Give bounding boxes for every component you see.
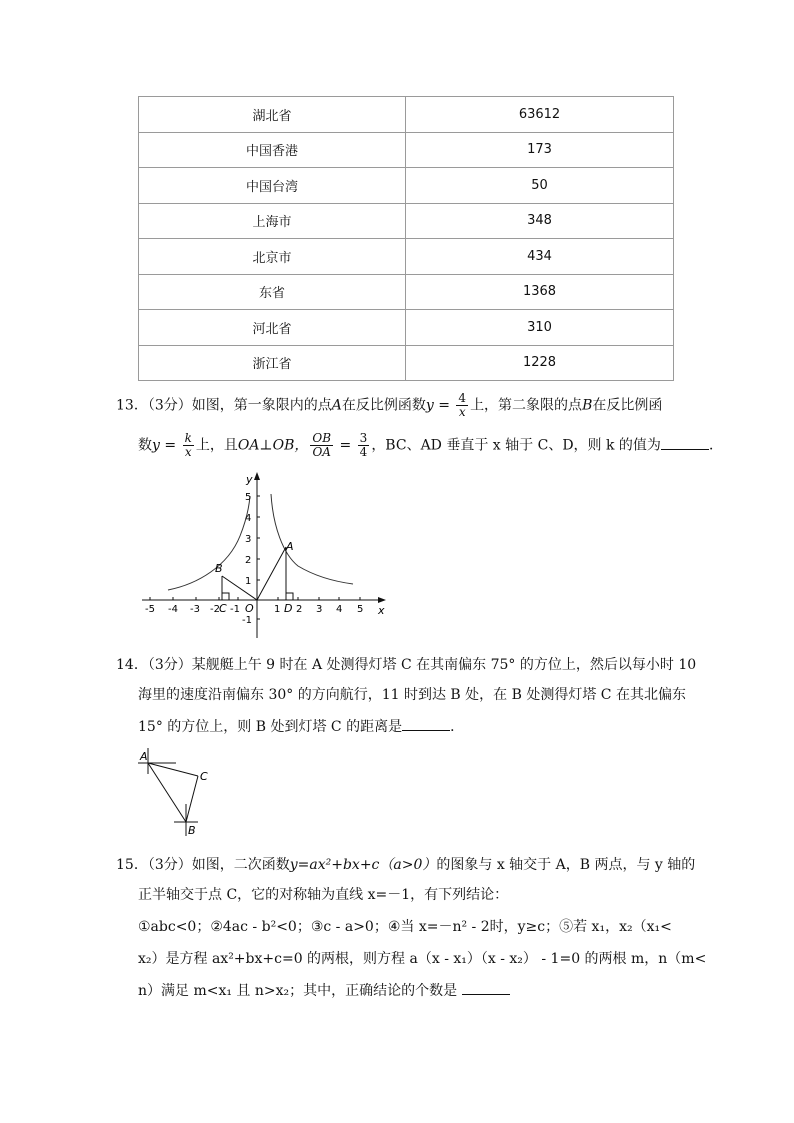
q13-end: ． — [708, 437, 723, 454]
q14-answer-blank[interactable] — [402, 718, 450, 731]
q13-text: 数 — [138, 437, 152, 454]
fig-point-b: B — [188, 824, 196, 837]
table-row — [139, 203, 674, 239]
q13-text: 在反比例函数 — [341, 397, 426, 414]
q13-text: 在反比例函 — [592, 397, 663, 414]
q15-text: n）满足 m<x₁ 且 n>x₂；其中，正确结论的个数是 — [138, 983, 458, 999]
graph-x-label: x — [378, 604, 385, 617]
y-tick: 4 — [245, 513, 252, 524]
count-cell: 63612 — [406, 97, 674, 133]
graph-point-d: D — [284, 602, 293, 615]
region-cell: 河北省 — [139, 310, 406, 346]
table-row — [139, 345, 674, 381]
q13-number: 13．（3分） — [116, 397, 192, 414]
question-15-line1 — [116, 856, 695, 874]
count-cell: 348 — [406, 203, 674, 239]
fig-point-a: A — [140, 750, 148, 763]
q15-text: 的图象与 x 轴交于 A，B 两点，与 y 轴的 — [436, 857, 696, 873]
q13-eq: = — [433, 397, 455, 414]
graph-point-a: A — [286, 540, 294, 553]
x-tick: 2 — [296, 604, 303, 615]
x-tick: -3 — [190, 604, 200, 615]
q13-y: y — [152, 437, 160, 454]
question-15-line5 — [138, 982, 510, 1000]
count-cell: 310 — [406, 310, 674, 346]
region-cell: 湖北省 — [139, 97, 406, 133]
table-row — [139, 97, 674, 133]
question-15-line2: 正半轴交于点 C，它的对称轴为直线 x=－1，有下列结论： — [138, 887, 509, 903]
y-tick: -1 — [242, 615, 252, 626]
graph-x-ticks — [145, 604, 363, 615]
q13-fraction-ob-over-oa: $\frac{OB}{OA}$ — [312, 431, 332, 459]
question-15-line4: x₂）是方程 ax²+bx+c=0 的两根，则方程 a（x - x₁）（x - x₂） - 1=0 的两根 m，n（m< — [138, 951, 707, 967]
question-13-line1 — [116, 392, 662, 419]
q14-end: ． — [450, 719, 465, 735]
region-cell: 北京市 — [139, 239, 406, 275]
q13-y: y — [425, 397, 434, 414]
q14-text: 15° 的方位上，则 B 处到灯塔 C 的距离是 — [138, 719, 403, 735]
question-15-line3: ①abc<0；②4ac - b²<0；③c - a>0；④当 x=－n² - 2时，y≥c；⑤若 x₁，x₂（x₁< — [138, 919, 672, 935]
q13-text: 上，第二象限的点 — [470, 397, 583, 414]
count-cell: 50 — [406, 168, 674, 204]
fig-point-c: C — [200, 770, 208, 783]
table-row — [139, 274, 674, 310]
region-cell: 中国台湾 — [139, 168, 406, 204]
q15-answer-blank[interactable] — [462, 982, 510, 995]
x-tick: -5 — [145, 604, 155, 615]
q13-eq: = — [335, 437, 356, 454]
region-cell: 上海市 — [139, 203, 406, 239]
y-tick: 5 — [245, 492, 252, 503]
q13-condition: OA⊥OB， — [237, 437, 309, 454]
count-cell: 173 — [406, 132, 674, 168]
y-tick: 2 — [245, 555, 252, 566]
q13-text: 如图，第一象限内的点 — [191, 397, 332, 414]
count-cell: 1228 — [406, 345, 674, 381]
table-row — [139, 132, 674, 168]
q14-figure — [136, 746, 216, 840]
graph-y-label: y — [246, 473, 253, 486]
x-tick: -2 — [210, 604, 220, 615]
q13-fraction-k-over-x: $\frac{k}{x}$ — [184, 431, 192, 459]
case-count-table — [138, 96, 674, 381]
graph-point-c: C — [219, 602, 227, 615]
count-cell: 1368 — [406, 274, 674, 310]
q15-text: 15．（3分）如图，二次函数 — [116, 857, 290, 873]
graph-origin-label: O — [245, 602, 254, 615]
question-14-line1: 14．（3分）某舰艇上午 9 时在 A 处测得灯塔 C 在其南偏东 75° 的方位上，然后以每小时 10 — [116, 657, 697, 673]
graph-point-b: B — [215, 562, 223, 575]
q13-fraction-4-over-x: $\frac{4}{x}$ — [458, 391, 467, 419]
region-cell: 东省 — [139, 274, 406, 310]
question-14-line2: 海里的速度沿南偏东 30° 的方向航行，11 时到达 B 处，在 B 处测得灯塔 C 在其北偏东 — [138, 687, 686, 703]
x-tick: 3 — [316, 604, 323, 615]
table-row — [139, 168, 674, 204]
x-tick: 1 — [274, 604, 281, 615]
question-14-line3 — [138, 718, 464, 736]
y-tick: 1 — [245, 576, 252, 587]
question-13-line2 — [138, 432, 723, 459]
y-tick: 3 — [245, 534, 252, 545]
x-tick: -4 — [168, 604, 178, 615]
x-tick: 5 — [357, 604, 364, 615]
q13-answer-blank[interactable] — [661, 437, 709, 450]
q13-text: ，BC、AD 垂直于 x 轴于 C、D，则 k 的值为 — [371, 437, 661, 454]
table-row — [139, 310, 674, 346]
x-tick: -1 — [230, 604, 240, 615]
q13-text: 上，且 — [195, 437, 238, 454]
region-cell: 浙江省 — [139, 345, 406, 381]
count-cell: 434 — [406, 239, 674, 275]
q13-point-b: B — [582, 397, 593, 414]
q13-graph — [138, 466, 390, 642]
table-row — [139, 239, 674, 275]
q15-function: y=ax²+bx+c（a>0） — [289, 857, 437, 873]
x-tick: 4 — [336, 604, 343, 615]
q13-eq: = — [159, 437, 181, 454]
q13-fraction-3-over-4: $\frac{3}{4}$ — [359, 431, 368, 459]
q13-point-a: A — [331, 397, 342, 414]
region-cell: 中国香港 — [139, 132, 406, 168]
